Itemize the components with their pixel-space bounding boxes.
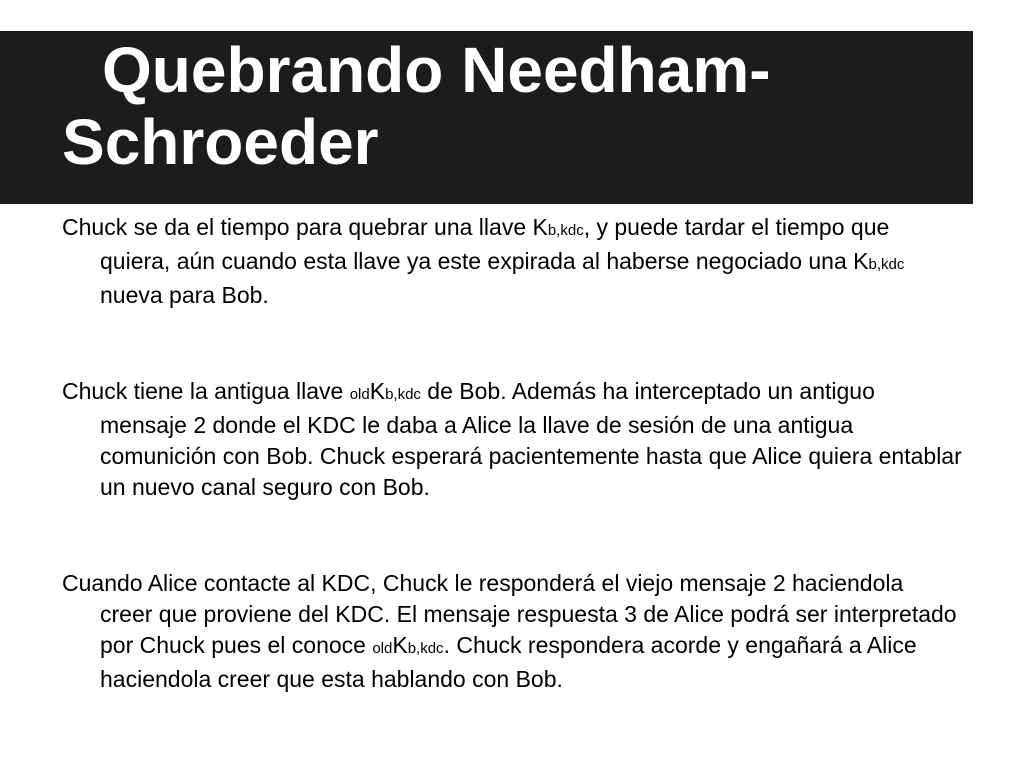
paragraph-1-text-1: Chuck se da el tiempo para quebrar una llave K: [62, 214, 548, 240]
key-subscript: b,kdc: [385, 386, 421, 403]
paragraph-2: [62, 376, 962, 503]
paragraph-1-text-3: nueva para Bob.: [100, 282, 269, 308]
paragraph-2-text-1: Chuck tiene la antigua llave: [62, 378, 350, 404]
key-subscript: b,kdc: [547, 222, 584, 239]
key-letter: K: [369, 378, 386, 404]
key-subscript: b,kdc: [407, 640, 444, 657]
key-letter: K: [392, 632, 408, 658]
paragraph-3-text-2: . Chuck respondera acorde y engañará a Alice haciendola creer que esta hablando con Bob.: [100, 632, 917, 692]
slide-title: Quebrando Needham-Schroeder: [62, 34, 771, 178]
key-prefix: old: [372, 640, 393, 657]
slide-body: [62, 212, 962, 695]
paragraph-2-text-2: de Bob. Además ha interceptado un antiguo mensaje 2 donde el KDC le daba a Alice la llave de sesión de una antigua comunición con Bob. Chuck esperará pacientemente hasta que Alice quiera entablar un nuevo canal seguro con Bob.: [100, 378, 962, 500]
paragraph-1-text-2: , y puede tardar el tiempo que quiera, aún cuando esta llave ya este expirada al haberse negociado una K: [100, 214, 890, 274]
key-prefix: old: [349, 386, 370, 403]
key-subscript: b,kdc: [868, 256, 905, 273]
paragraph-3: [62, 568, 962, 695]
paragraph-1: [62, 212, 962, 311]
paragraph-3-text-1: Cuando Alice contacte al KDC, Chuck le responderá el viejo mensaje 2 haciendola creer que proviene del KDC. El mensaje respuesta 3 de Alice podrá ser interpretado por Chuck pues el conoce: [62, 570, 957, 658]
